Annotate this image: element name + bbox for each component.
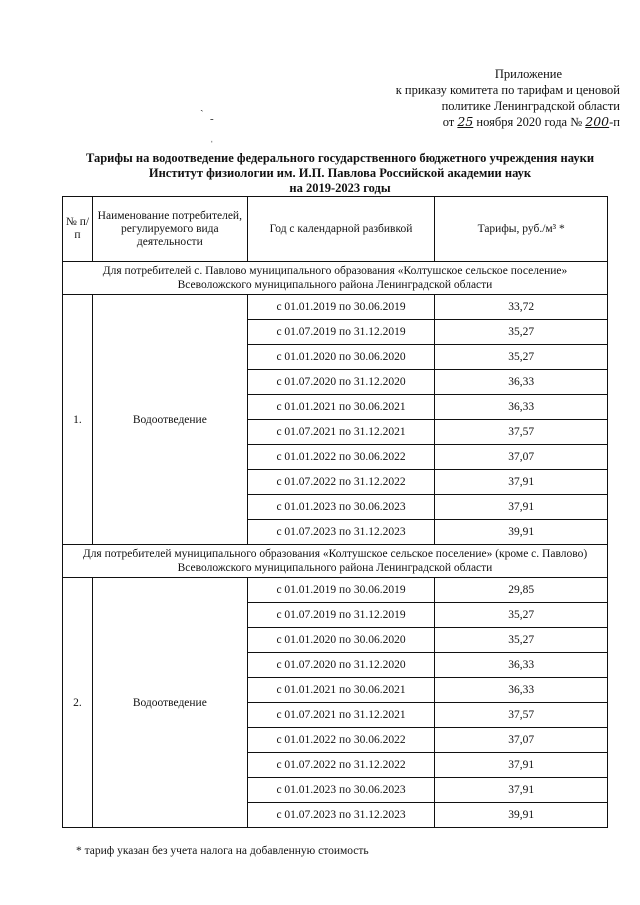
vat-footnote: * тариф указан без учета налога на добавленную стоимость — [76, 845, 369, 857]
period-cell: с 01.07.2023 по 31.12.2023 — [247, 803, 435, 828]
appendix-label: Приложение — [494, 67, 562, 81]
tariff-cell: 29,85 — [435, 578, 608, 603]
activity-cell: Водоотведение — [92, 295, 247, 545]
tariff-cell: 37,91 — [435, 753, 608, 778]
scan-mark: ˎ — [200, 100, 204, 112]
tariff-cell: 37,57 — [435, 703, 608, 728]
consumer-group-heading-line-2: Всеволожского муниципального района Ленинградской области — [177, 279, 493, 291]
order-date-line — [340, 114, 620, 130]
table-row — [63, 295, 608, 320]
tariff-cell: 35,27 — [435, 320, 608, 345]
column-header-tariff: Тарифы, руб./м³ * — [435, 197, 608, 262]
period-cell: с 01.07.2021 по 31.12.2021 — [247, 703, 435, 728]
tariff-cell: 37,91 — [435, 495, 608, 520]
period-cell: с 01.07.2020 по 31.12.2020 — [247, 653, 435, 678]
period-cell: с 01.01.2022 по 30.06.2022 — [247, 445, 435, 470]
tariff-cell: 39,91 — [435, 520, 608, 545]
period-cell: с 01.01.2021 по 30.06.2021 — [247, 678, 435, 703]
consumer-group-heading — [63, 545, 608, 578]
period-cell: с 01.07.2023 по 31.12.2023 — [247, 520, 435, 545]
tariff-cell: 36,33 — [435, 678, 608, 703]
tariff-cell: 37,91 — [435, 778, 608, 803]
group-header-row — [63, 545, 608, 578]
tariff-cell: 33,72 — [435, 295, 608, 320]
tariff-cell: 35,27 — [435, 628, 608, 653]
tariff-cell: 37,07 — [435, 728, 608, 753]
order-number: 200 — [585, 114, 610, 129]
tariff-cell: 37,07 — [435, 445, 608, 470]
period-cell: с 01.01.2021 по 30.06.2021 — [247, 395, 435, 420]
scan-mark: ˌ — [210, 131, 214, 143]
tariff-cell: 39,91 — [435, 803, 608, 828]
tariff-cell: 36,33 — [435, 395, 608, 420]
column-header-name: Наименование потребителей, регулируемого вида деятельности — [92, 197, 247, 262]
period-cell: с 01.01.2020 по 30.06.2020 — [247, 628, 435, 653]
tariff-cell: 36,33 — [435, 370, 608, 395]
scan-mark: - — [210, 113, 214, 125]
order-reference-line: к приказу комитета по тарифам и ценовой — [395, 83, 620, 97]
period-cell: с 01.07.2020 по 31.12.2020 — [247, 370, 435, 395]
consumer-group-heading-line-1: Для потребителей с. Павлово муниципального образования «Колтушское сельское поселение» — [102, 265, 568, 277]
tariff-cell: 35,27 — [435, 603, 608, 628]
order-prefix: от — [442, 115, 455, 129]
table-row — [63, 578, 608, 603]
period-cell: с 01.01.2019 по 30.06.2019 — [247, 295, 435, 320]
group-header-row — [63, 262, 608, 295]
period-cell: с 01.01.2023 по 30.06.2023 — [247, 495, 435, 520]
title-line-3: на 2019-2023 годы — [289, 181, 391, 195]
column-header-period: Год с календарной разбивкой — [247, 197, 435, 262]
tariff-table — [62, 196, 608, 828]
tariff-cell: 36,33 — [435, 653, 608, 678]
row-number-cell: 1. — [63, 295, 93, 545]
order-day: 25 — [457, 114, 474, 129]
period-cell: с 01.07.2019 по 31.12.2019 — [247, 320, 435, 345]
period-cell: с 01.01.2020 по 30.06.2020 — [247, 345, 435, 370]
period-cell: с 01.07.2021 по 31.12.2021 — [247, 420, 435, 445]
committee-line: политике Ленинградской области — [441, 99, 620, 113]
consumer-group-heading-line-2: Всеволожского муниципального района Ленинградской области — [177, 562, 493, 574]
period-cell: с 01.07.2022 по 31.12.2022 — [247, 753, 435, 778]
consumer-group-heading — [63, 262, 608, 295]
consumer-group-heading-line-1: Для потребителей муниципального образования «Колтушское сельское поселение» (кроме с. Павлово) — [82, 548, 588, 560]
order-month-year: ноября 2020 года № — [476, 115, 583, 129]
tariff-cell: 35,27 — [435, 345, 608, 370]
period-cell: с 01.01.2023 по 30.06.2023 — [247, 778, 435, 803]
tariff-cell: 37,91 — [435, 470, 608, 495]
appendix-header — [340, 66, 620, 130]
period-cell: с 01.01.2022 по 30.06.2022 — [247, 728, 435, 753]
activity-cell: Водоотведение — [92, 578, 247, 828]
document-title — [60, 151, 620, 196]
title-line-2: Институт физиологии им. И.П. Павлова Российской академии наук — [148, 166, 532, 180]
column-header-num: № п/п — [63, 197, 93, 262]
period-cell: с 01.01.2019 по 30.06.2019 — [247, 578, 435, 603]
row-number-cell: 2. — [63, 578, 93, 828]
tariff-cell: 37,57 — [435, 420, 608, 445]
period-cell: с 01.07.2019 по 31.12.2019 — [247, 603, 435, 628]
title-line-1: Тарифы на водоотведение федерального государственного бюджетного учреждения науки — [85, 151, 595, 165]
period-cell: с 01.07.2022 по 31.12.2022 — [247, 470, 435, 495]
order-suffix: -п — [609, 115, 620, 129]
